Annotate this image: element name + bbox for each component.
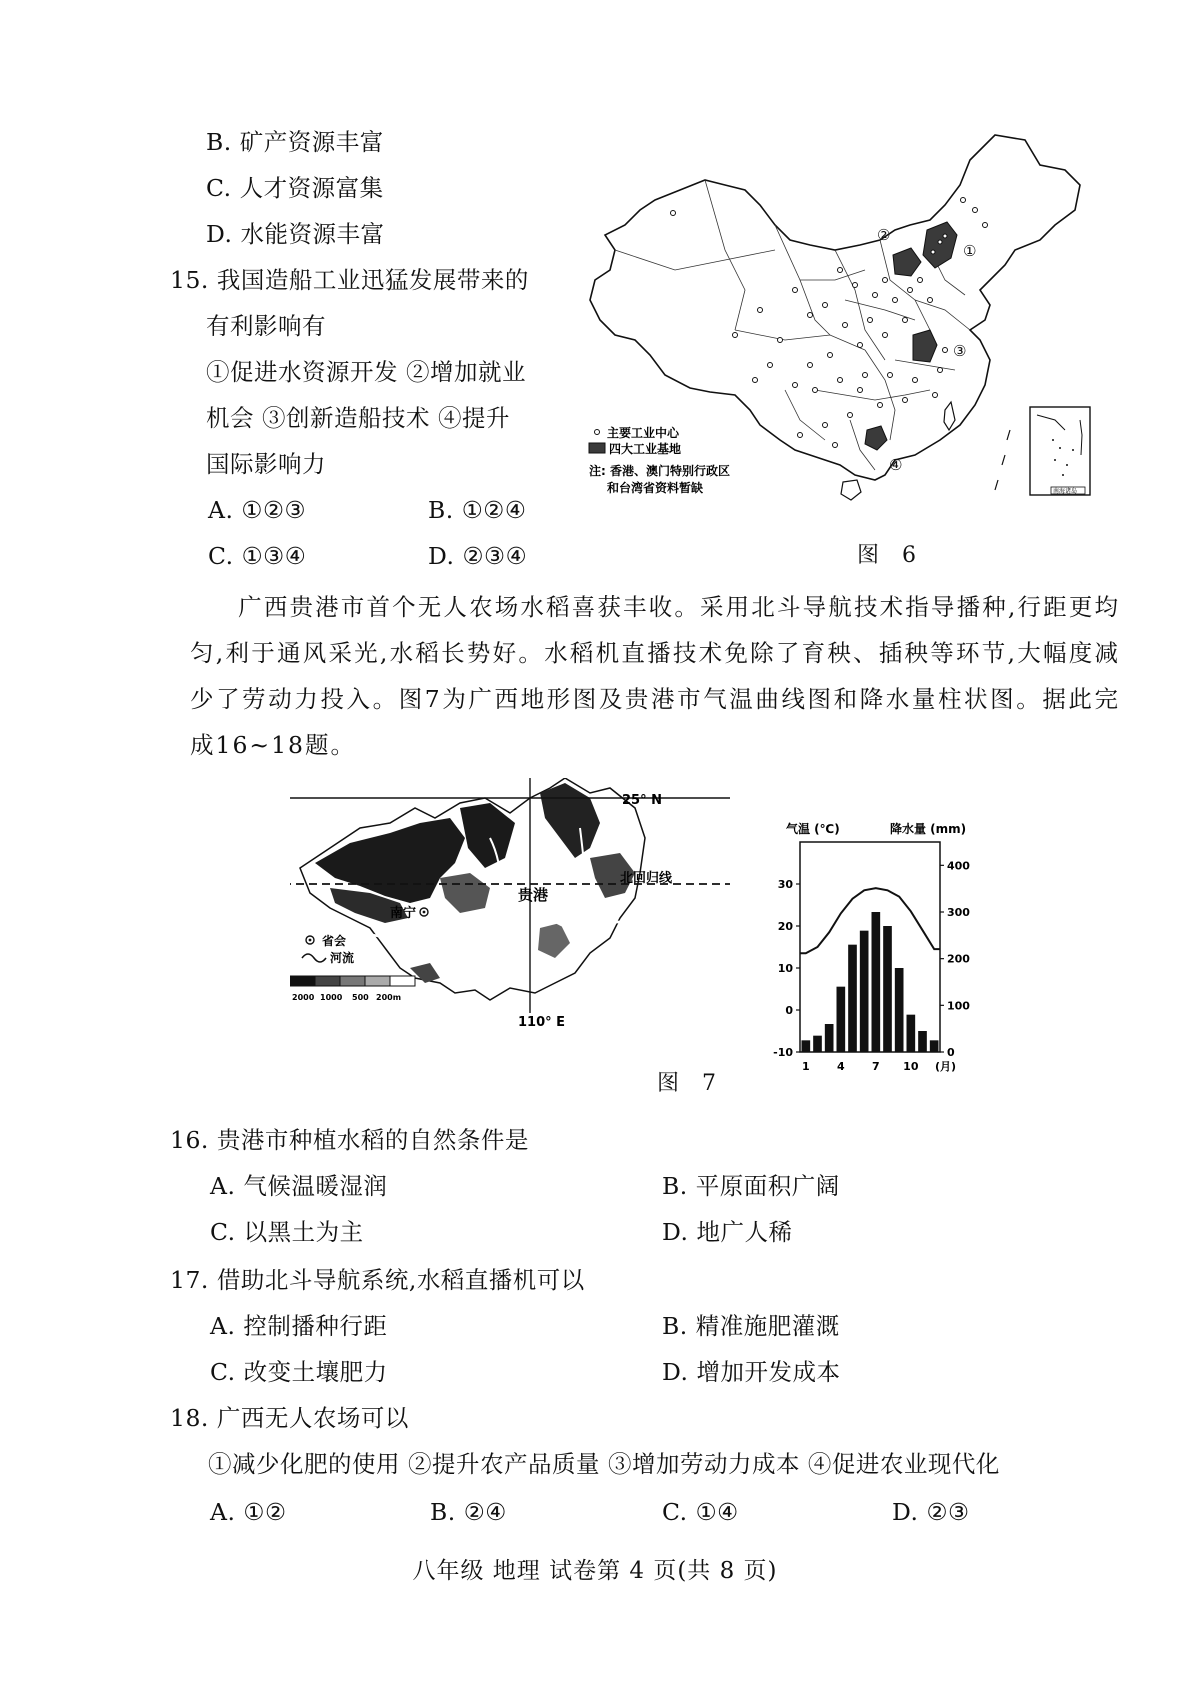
lon-110e-label: 110° E <box>518 1015 566 1030</box>
q15-stem-line2: 有利影响有 <box>206 312 326 340</box>
elev-1000: 1000 <box>320 993 343 1002</box>
q16-option-d: D. 地广人稀 <box>662 1218 793 1246</box>
inset-label: 南海诸岛 <box>1053 488 1078 495</box>
precip-tick-label: 0 <box>947 1046 955 1059</box>
figure6-caption: 图 6 <box>857 543 924 568</box>
q17-stem: 17. 借助北斗导航系统,水稻直播机可以 <box>170 1266 585 1294</box>
q15-items-line2: 机会 ③创新造船技术 ④提升 <box>206 404 510 432</box>
precip-axis-label: 降水量 (mm) <box>890 822 967 836</box>
q17-option-b: B. 精准施肥灌溉 <box>662 1312 840 1340</box>
precip-bar <box>837 987 846 1052</box>
x-tick-label: 1 <box>802 1060 810 1073</box>
q15-option-a: A. ①②③ <box>208 496 307 524</box>
x-unit-label: (月) <box>935 1060 957 1073</box>
q17-option-a: A. 控制播种行距 <box>210 1312 388 1340</box>
precip-tick-label: 100 <box>947 999 970 1013</box>
x-tick-label: 7 <box>872 1060 880 1073</box>
q16-option-b: B. 平原面积广阔 <box>662 1172 840 1200</box>
lat-25n-label: 25° N <box>622 793 662 808</box>
temp-axis-label: 气温 (℃) <box>786 822 840 836</box>
elev-200m: 200m <box>376 993 402 1002</box>
q14-option-b: B. 矿产资源丰富 <box>206 128 384 156</box>
q18-option-b: B. ②④ <box>430 1498 507 1526</box>
figure7-caption: 图 7 <box>657 1071 724 1096</box>
q15-items-line3: 国际影响力 <box>206 450 326 478</box>
legend-river-icon <box>302 954 326 962</box>
marker-4: ④ <box>889 456 903 474</box>
marker-3: ③ <box>953 342 967 360</box>
precip-bar <box>918 1031 927 1052</box>
figure6-map <box>585 130 1095 540</box>
precip-tick-label: 400 <box>947 859 970 873</box>
q18-option-d: D. ②③ <box>892 1498 970 1526</box>
marker-2: ② <box>877 226 891 244</box>
map-note-line1: 注: 香港、澳门特别行政区 <box>589 464 730 478</box>
temp-tick-label: 30 <box>777 878 793 891</box>
nanning-label: 南宁 <box>390 906 417 921</box>
precip-bar <box>825 1024 834 1052</box>
precip-bar <box>930 1040 939 1052</box>
marker-1: ① <box>963 242 977 260</box>
legend-industrial-base: 四大工业基地 <box>609 442 682 456</box>
x-tick-label: 4 <box>837 1060 845 1073</box>
temp-tick-label: 20 <box>777 920 793 933</box>
legend-capital-label: 省会 <box>322 934 347 948</box>
q15-option-c: C. ①③④ <box>208 542 307 570</box>
precip-bar <box>802 1040 811 1052</box>
figure7-map <box>290 778 760 1078</box>
q14-option-d: D. 水能资源丰富 <box>206 220 385 248</box>
elev-500: 500 <box>352 993 369 1002</box>
elevation-legend-bar <box>290 976 415 986</box>
legend-base-swatch <box>589 443 605 453</box>
q14-option-c: C. 人才资源富集 <box>206 174 384 202</box>
q15-option-b: B. ①②④ <box>428 496 527 524</box>
q17-option-c: C. 改变土壤肥力 <box>210 1358 388 1386</box>
climate-chart <box>770 820 985 1080</box>
chart-frame <box>800 842 940 1052</box>
legend-industrial-center: 主要工业中心 <box>607 426 680 440</box>
q18-stem: 18. 广西无人农场可以 <box>170 1404 409 1432</box>
legend-dot-icon <box>595 430 600 435</box>
temp-tick-label: 0 <box>785 1004 793 1017</box>
passage-text: 广西贵港市首个无人农场水稻喜获丰收。采用北斗导航技术指导播种,行距更均匀,利于通风采光,水稻长势好。水稻机直播技术免除了育秧、插秧等环节,大幅度减少了劳动力投入。图7为广西地形图及贵港市气温曲线图和降水量柱状图。据此完成16~18题。 <box>190 593 1120 759</box>
q18-items: ①减少化肥的使用 ②提升农产品质量 ③增加劳动力成本 ④促进农业现代化 <box>208 1450 1000 1478</box>
q16-option-c: C. 以黑土为主 <box>210 1218 364 1246</box>
precip-bar <box>813 1036 822 1052</box>
temp-tick-label: 10 <box>777 962 793 975</box>
tropic-label: 北回归线 <box>620 871 673 886</box>
q17-option-d: D. 增加开发成本 <box>662 1358 841 1386</box>
q16-option-a: A. 气候温暖湿润 <box>210 1172 388 1200</box>
temperature-curve <box>800 888 940 953</box>
q15-option-d: D. ②③④ <box>428 542 528 570</box>
precip-bar <box>860 931 869 1052</box>
q18-option-a: A. ①② <box>210 1498 287 1526</box>
map-note-line2: 和台湾省资料暂缺 <box>607 481 704 495</box>
elev-2000: 2000 <box>292 993 315 1002</box>
precip-tick-label: 200 <box>947 952 970 966</box>
q18-option-c: C. ①④ <box>662 1498 739 1526</box>
precip-bar <box>872 912 881 1052</box>
precip-bar <box>883 926 892 1052</box>
precip-tick-label: 300 <box>947 906 970 919</box>
temp-tick-label: -10 <box>773 1046 793 1059</box>
legend-river-label: 河流 <box>330 951 355 965</box>
x-tick-label: 10 <box>903 1060 919 1073</box>
guigang-label: 贵港 <box>518 886 549 904</box>
q16-stem: 16. 贵港市种植水稻的自然条件是 <box>170 1126 529 1154</box>
page-footer: 八年级 地理 试卷第 4 页(共 8 页) <box>412 1558 778 1584</box>
precip-bar <box>907 1015 916 1052</box>
q15-items-line1: ①促进水资源开发 ②增加就业 <box>206 358 526 386</box>
precip-bar <box>848 945 857 1052</box>
precip-bar <box>895 968 904 1052</box>
q15-stem-line1: 15. 我国造船工业迅猛发展带来的 <box>170 266 529 294</box>
hainan-island <box>841 480 861 500</box>
